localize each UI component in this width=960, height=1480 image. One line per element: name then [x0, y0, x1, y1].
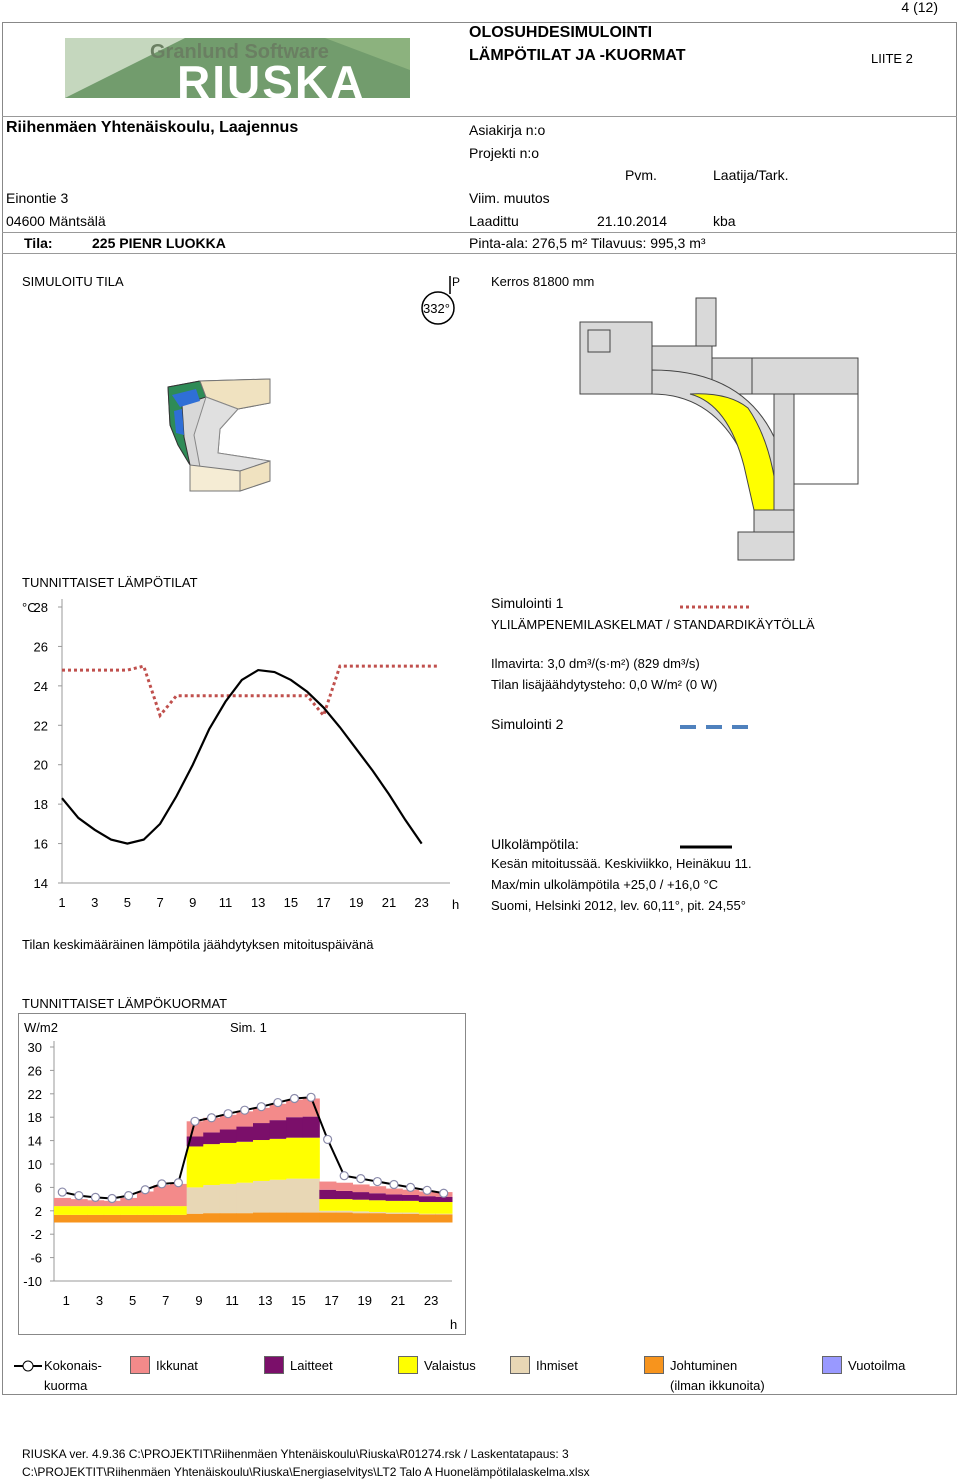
load-bar-segment	[435, 1214, 452, 1215]
total-load-point	[257, 1103, 265, 1111]
load-bar-segment	[270, 1213, 287, 1223]
load-bar-segment	[336, 1211, 353, 1213]
load-bar-segment	[386, 1194, 403, 1200]
temperatures-heading: TUNNITTAISET LÄMPÖTILAT	[22, 575, 198, 590]
loads-x-tick-label: 1	[62, 1293, 70, 1308]
compass-degrees: 332°	[423, 301, 450, 316]
space-3d-view	[160, 375, 280, 495]
project-name: Riihenmäen Yhtenäiskoulu, Laajennus	[6, 119, 299, 136]
outdoor-desc-3: Suomi, Helsinki 2012, lev. 60,11°, pit. 24,55°	[491, 898, 746, 913]
project-number-label: Projekti n:o	[469, 145, 540, 161]
load-bar-segment	[386, 1189, 403, 1195]
total-load-marker-icon	[14, 1356, 42, 1376]
space-value: 225 PIENR LUOKKA	[92, 235, 226, 251]
load-bar-segment	[187, 1146, 204, 1187]
load-bar-segment	[120, 1215, 137, 1223]
load-bar-segment	[236, 1127, 253, 1142]
loads-y-tick-label: 18	[27, 1110, 42, 1126]
load-bar-segment	[402, 1213, 419, 1214]
temp-y-tick-label: 26	[33, 639, 48, 655]
temp-x-tick-label: 19	[349, 895, 364, 910]
temp-x-tick-label: 5	[123, 895, 132, 910]
load-bar-segment	[319, 1213, 336, 1223]
legend-swatch	[510, 1356, 530, 1374]
loads-x-tick-label: 19	[357, 1293, 373, 1308]
outdoor-title: Ulkolämpötila:	[491, 836, 579, 852]
sim1-temperature-line	[62, 666, 438, 715]
temperatures-footnote: Tilan keskimääräinen lämpötila jäähdytyksen mitoituspäivänä	[22, 937, 374, 952]
temperature-chart	[20, 593, 472, 925]
temp-y-tick-label: 14	[33, 876, 48, 891]
load-bar-segment	[220, 1129, 237, 1142]
load-bar-segment	[386, 1213, 403, 1214]
project-street: Einontie 3	[6, 190, 69, 206]
load-bar-segment	[71, 1215, 88, 1223]
load-bar-segment	[87, 1206, 104, 1215]
riuska-logo	[65, 30, 410, 100]
load-bar-segment	[71, 1206, 88, 1215]
total-load-point	[58, 1188, 66, 1196]
cooling-text: Tilan lisäjäähdytysteho: 0,0 W/m² (0 W)	[491, 677, 718, 692]
compass-north: P	[452, 275, 461, 289]
total-load-point	[108, 1195, 116, 1203]
loads-x-tick-label: 15	[291, 1293, 306, 1308]
load-bar-segment	[419, 1196, 436, 1202]
temp-x-tick-label: 9	[189, 895, 197, 910]
legend-label: Ikkunat	[156, 1358, 198, 1373]
load-bar-segment	[319, 1182, 336, 1190]
temp-x-tick-label: 23	[414, 895, 429, 910]
load-bar-segment	[187, 1187, 204, 1213]
total-load-point	[158, 1180, 166, 1188]
load-bar-segment	[336, 1213, 353, 1223]
temp-y-tick-label: 20	[33, 757, 48, 773]
temp-x-tick-label: 1	[58, 895, 66, 910]
total-load-point	[373, 1178, 381, 1186]
load-bar-segment	[353, 1213, 370, 1222]
load-bar-segment	[369, 1193, 386, 1200]
loads-y-tick-label: 26	[27, 1063, 42, 1079]
footer-software: RIUSKA ver. 4.9.36 C:\PROJEKTIT\Riihenmäen Yhtenäiskoulu\Riuska\R01274.rsk / Laskentatapaus: 3	[22, 1447, 569, 1461]
legend-label: kuorma	[44, 1378, 88, 1393]
load-bar-segment	[187, 1214, 204, 1223]
loads-x-tick-label: 7	[162, 1293, 170, 1308]
loads-x-tick-label: 21	[390, 1293, 406, 1308]
load-bar-segment	[203, 1213, 220, 1222]
legend-swatch	[822, 1356, 842, 1374]
outdoor-legend-line	[680, 838, 732, 846]
load-bar-segment	[170, 1206, 187, 1215]
date-label: Pvm.	[625, 167, 657, 183]
total-load-point	[407, 1183, 415, 1191]
airflow-text: Ilmavirta: 3,0 dm³/(s·m²) (829 dm³/s)	[491, 656, 700, 671]
loads-y-tick-label: -2	[30, 1227, 42, 1243]
load-bar-segment	[402, 1214, 419, 1223]
load-bar-segment	[303, 1179, 320, 1213]
legend-label: (ilman ikkunoita)	[670, 1378, 765, 1393]
area-volume: Pinta-ala: 276,5 m² Tilavuus: 995,3 m³	[469, 235, 706, 251]
load-bar-segment	[402, 1195, 419, 1201]
load-bar-segment	[369, 1200, 386, 1212]
total-load-point	[191, 1117, 199, 1125]
created-date: 21.10.2014	[597, 213, 668, 229]
footer-file: C:\PROJEKTIT\Riihenmäen Yhtenäiskoulu\Riuska\Energiaselvitys\LT2 Talo A Huonelämpötilalaskelma.xlsx	[22, 1465, 590, 1479]
load-bar-segment	[386, 1214, 403, 1223]
floor-plan	[578, 296, 860, 564]
legend-swatch	[644, 1356, 664, 1374]
legend-label: Valaistus	[424, 1358, 476, 1373]
loads-y-tick-label: 14	[27, 1133, 42, 1149]
load-bar-segment	[419, 1202, 436, 1214]
load-bar-segment	[154, 1215, 171, 1223]
load-bar-segment	[303, 1213, 320, 1223]
load-bar-segment	[253, 1123, 270, 1140]
outdoor-desc-1: Kesän mitoitussää. Keskiviikko, Heinäkuu 11.	[491, 856, 752, 871]
load-bar-segment	[253, 1140, 270, 1181]
temp-x-tick-label: 11	[218, 895, 233, 910]
load-bar-segment	[54, 1215, 71, 1223]
load-bar-segment	[386, 1201, 403, 1213]
load-bar-segment	[353, 1184, 370, 1192]
temp-x-unit: h	[452, 897, 460, 912]
simulated-space-label: SIMULOITU TILA	[22, 274, 124, 289]
author-label: Laatija/Tark.	[713, 167, 789, 183]
page-number: 4 (12)	[901, 0, 938, 15]
legend-swatch	[398, 1356, 418, 1374]
load-bar-segment	[286, 1117, 303, 1137]
load-bar-segment	[170, 1215, 187, 1223]
load-bar-segment	[87, 1215, 104, 1223]
load-bar-segment	[336, 1191, 353, 1199]
load-bar-segment	[253, 1213, 270, 1223]
legend-swatch	[130, 1356, 150, 1374]
load-bar-segment	[253, 1181, 270, 1213]
load-bar-segment	[369, 1186, 386, 1193]
loads-y-tick-label: 30	[27, 1040, 42, 1055]
temp-x-tick-label: 21	[381, 895, 397, 910]
load-bar-segment	[303, 1117, 320, 1138]
load-bar-segment	[303, 1138, 320, 1179]
loads-chart	[18, 1013, 466, 1335]
load-bar-segment	[286, 1138, 303, 1179]
total-load-point	[141, 1186, 149, 1194]
logo-main-text: RIUSKA	[177, 56, 366, 100]
loads-x-tick-label: 9	[195, 1293, 203, 1308]
loads-x-tick-label: 23	[423, 1293, 439, 1308]
load-bar-segment	[369, 1212, 386, 1213]
created-label: Laadittu	[469, 213, 519, 229]
sim2-legend-line	[680, 718, 752, 726]
total-load-point	[125, 1192, 133, 1200]
space-label: Tila:	[24, 235, 53, 251]
load-bar-segment	[270, 1180, 287, 1213]
total-load-point	[307, 1093, 315, 1101]
loads-x-tick-label: 5	[129, 1293, 137, 1308]
legend-label: Vuotoilma	[848, 1358, 906, 1373]
load-bar-segment	[369, 1213, 386, 1222]
load-bar-segment	[286, 1179, 303, 1213]
total-load-point	[208, 1114, 216, 1122]
temp-y-tick-label: 24	[33, 678, 48, 694]
load-bar-segment	[104, 1206, 121, 1215]
total-load-point	[423, 1186, 431, 1194]
load-bar-segment	[54, 1198, 71, 1206]
load-bar-segment	[236, 1183, 253, 1213]
load-bar-segment	[220, 1143, 237, 1184]
legend-swatch	[264, 1356, 284, 1374]
sim1-legend-line	[680, 598, 752, 606]
outdoor-temperature-line	[62, 670, 422, 843]
load-bar-segment	[203, 1185, 220, 1213]
total-load-point	[174, 1179, 182, 1187]
report-subtitle: LÄMPÖTILAT JA -KUORMAT	[469, 47, 686, 64]
temp-unit-label: °C	[22, 600, 37, 615]
load-bar-segment	[120, 1206, 137, 1215]
total-load-point	[357, 1175, 365, 1183]
total-load-point	[340, 1172, 348, 1180]
load-bar-segment	[435, 1202, 452, 1214]
total-load-point	[440, 1189, 448, 1197]
load-bar-segment	[154, 1206, 171, 1215]
load-bar-segment	[286, 1213, 303, 1223]
load-bar-segment	[353, 1200, 370, 1212]
loads-heading: TUNNITTAISET LÄMPÖKUORMAT	[22, 996, 228, 1011]
legend-label: Johtuminen	[670, 1358, 738, 1373]
legend-label: Kokonais-	[44, 1358, 102, 1373]
load-bar-segment	[353, 1211, 370, 1213]
load-bar-segment	[336, 1183, 353, 1191]
temp-y-tick-label: 22	[33, 718, 48, 734]
total-load-point	[91, 1193, 99, 1201]
temp-x-tick-label: 3	[91, 895, 99, 910]
load-bar-segment	[435, 1214, 452, 1222]
legend-label: Ihmiset	[536, 1358, 578, 1373]
temp-x-tick-label: 17	[316, 895, 331, 910]
load-bar-segment	[220, 1213, 237, 1222]
load-bar-segment	[137, 1206, 154, 1215]
load-bar-segment	[220, 1184, 237, 1213]
load-bar-segment	[236, 1213, 253, 1222]
outdoor-desc-2: Max/min ulkolämpötila +25,0 / +16,0 °C	[491, 877, 719, 892]
temp-x-tick-label: 15	[283, 895, 299, 910]
loads-y-tick-label: -10	[23, 1274, 42, 1289]
temp-y-tick-label: 18	[33, 797, 48, 813]
load-bar-segment	[419, 1214, 436, 1215]
sim1-description: YLILÄMPENEMILASKELMAT / STANDARDIKÄYTÖLLÄ	[491, 617, 815, 632]
total-load-point	[224, 1110, 232, 1118]
loads-unit-label: W/m2	[24, 1020, 58, 1035]
load-bar-segment	[319, 1190, 336, 1199]
load-bar-segment	[104, 1215, 121, 1223]
sim2-title: Simulointi 2	[491, 716, 564, 732]
loads-sim-label: Sim. 1	[230, 1020, 267, 1035]
load-bar-segment	[353, 1192, 370, 1200]
compass-icon	[416, 272, 466, 326]
logo-top-text: Granlund Software	[150, 41, 329, 63]
sim1-title: Simulointi 1	[491, 595, 564, 611]
loads-y-tick-label: 10	[27, 1157, 42, 1172]
total-load-point	[241, 1106, 249, 1114]
loads-x-unit: h	[450, 1317, 458, 1332]
temp-x-tick-label: 7	[156, 895, 164, 910]
load-bar-segment	[203, 1144, 220, 1185]
project-city: 04600 Mäntsälä	[6, 213, 106, 229]
report-title: OLOSUHDESIMULOINTI	[469, 24, 653, 41]
loads-y-tick-label: 22	[27, 1086, 42, 1102]
load-bar-segment	[319, 1199, 336, 1211]
loads-y-tick-label: -6	[30, 1250, 42, 1266]
load-bar-segment	[419, 1214, 436, 1222]
total-load-point	[274, 1099, 282, 1107]
temp-x-tick-label: 13	[250, 895, 266, 910]
loads-x-tick-label: 11	[225, 1293, 239, 1308]
loads-y-tick-label: 6	[34, 1180, 42, 1196]
temp-y-tick-label: 16	[33, 836, 48, 852]
load-bar-segment	[54, 1206, 71, 1215]
last-modified-label: Viim. muutos	[469, 190, 550, 206]
total-load-point	[390, 1180, 398, 1188]
load-bar-segment	[319, 1211, 336, 1213]
loads-y-tick-label: 2	[34, 1203, 42, 1219]
appendix-label: LIITE 2	[871, 51, 913, 66]
load-legend	[14, 1356, 944, 1396]
loads-x-tick-label: 13	[258, 1293, 273, 1308]
load-bar-segment	[203, 1132, 220, 1144]
loads-x-tick-label: 3	[95, 1293, 104, 1308]
author-initials: kba	[713, 213, 736, 229]
floor-level: Kerros 81800 mm	[491, 274, 595, 289]
load-bar-segment	[270, 1120, 287, 1139]
load-bar-segment	[270, 1139, 287, 1180]
load-bar-segment	[236, 1142, 253, 1183]
total-load-point	[75, 1192, 83, 1200]
load-bar-segment	[402, 1201, 419, 1213]
temp-y-tick-label: 28	[33, 600, 48, 615]
legend-label: Laitteet	[290, 1358, 333, 1373]
total-load-point	[324, 1135, 332, 1143]
load-bar-segment	[137, 1215, 154, 1223]
loads-x-tick-label: 17	[324, 1293, 339, 1308]
total-load-point	[290, 1094, 298, 1102]
load-bar-segment	[336, 1199, 353, 1211]
document-number-label: Asiakirja n:o	[469, 122, 546, 138]
